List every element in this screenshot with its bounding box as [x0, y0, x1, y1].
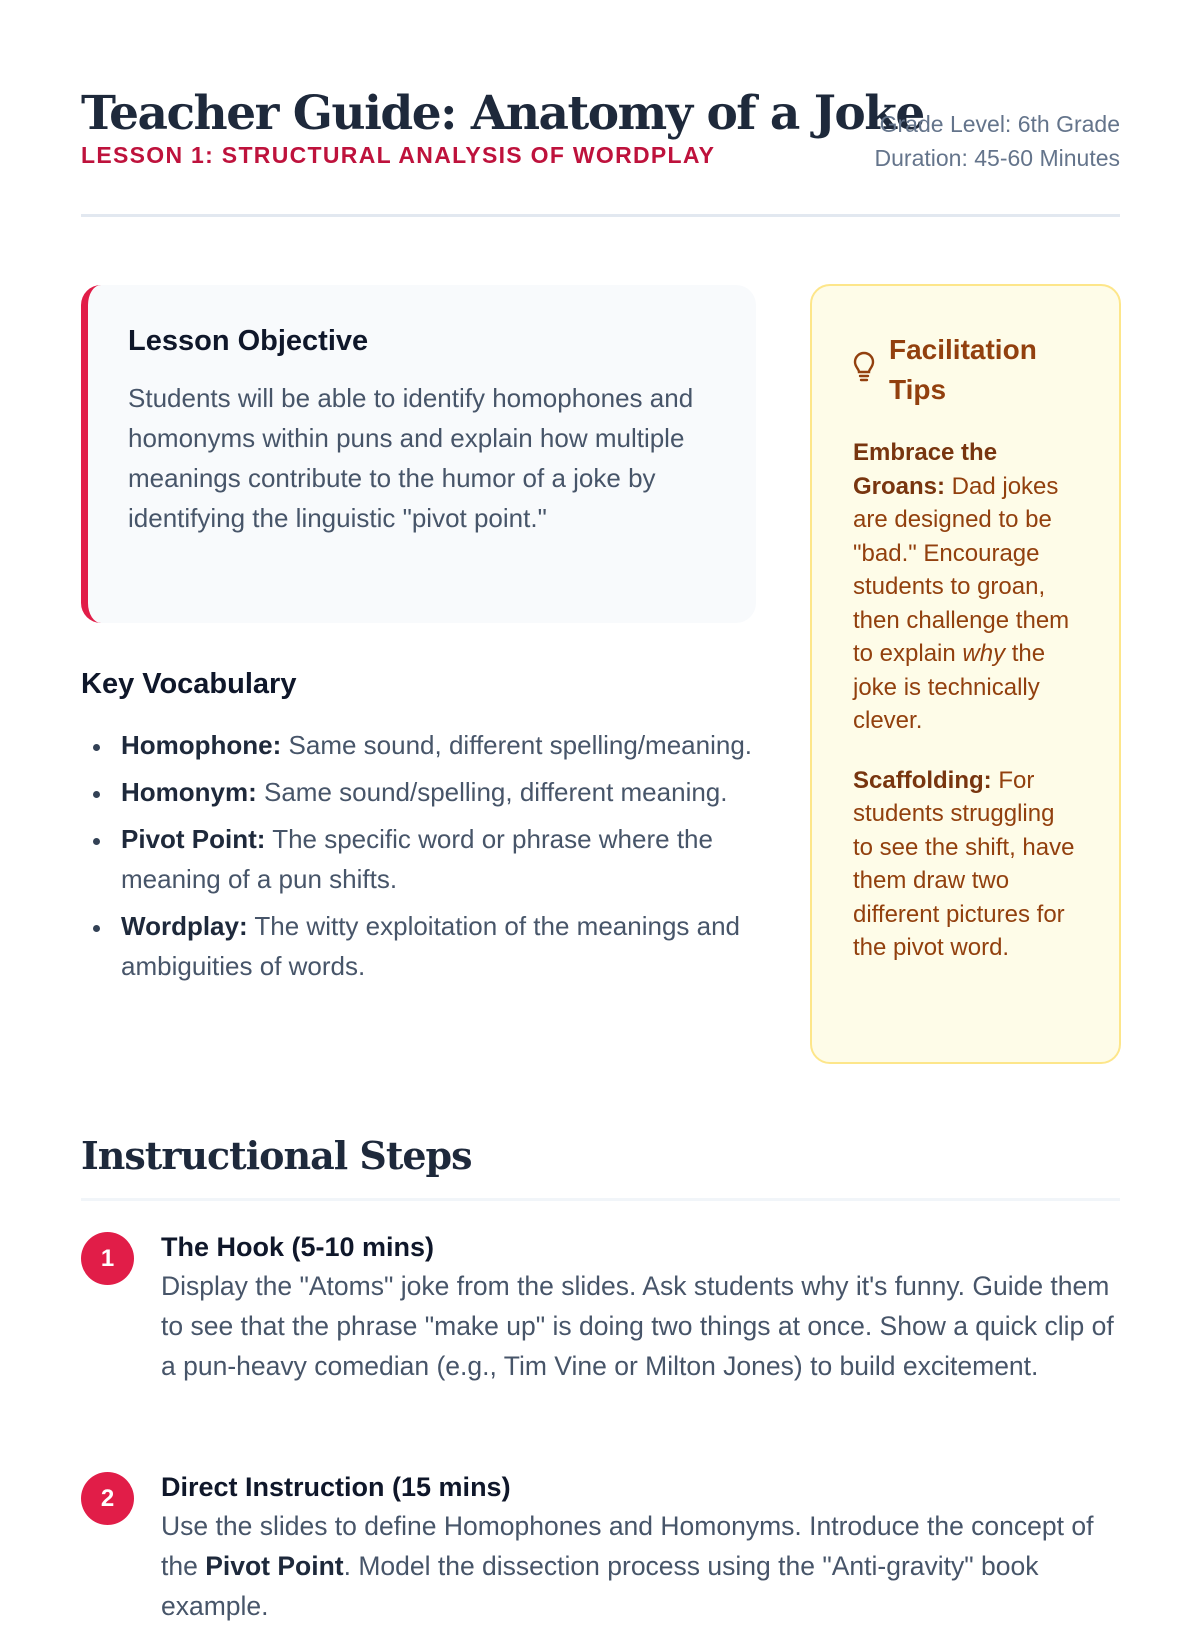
vocab-list [81, 725, 761, 993]
lesson-objective-card [81, 285, 756, 623]
facilitation-tips-card [810, 284, 1121, 1064]
vocab-def: Same sound/spelling, different meaning. [256, 777, 728, 807]
step-text-part: . Model the dissection process using the "Anti-gravity" book example. [161, 1551, 1039, 1621]
vocab-term: Wordplay: [121, 911, 248, 941]
page-header [81, 80, 1120, 217]
step-item [81, 1228, 1121, 1386]
tip-text: For students struggling to see the shift, have them draw two different pictures for the pivot word. [853, 766, 1075, 961]
lightbulb-icon [853, 353, 875, 388]
step-text: Display the "Atoms" joke from the slides. Ask students why it's funny. Guide them to see that the phrase "make up" is doing two things at once. Show a quick clip of a pun-heavy comedian (e.g., Tim Vine or Milton Jones) to build excitement. [161, 1271, 1114, 1381]
list-item [81, 772, 761, 812]
vocab-term: Homonym: [121, 777, 257, 807]
vocab-def: The specific word or phrase where the meaning of a pun shifts. [121, 824, 713, 894]
page-title: Teacher Guide: Anatomy of a Joke [81, 86, 924, 141]
step-text-part: Use the slides to define Homophones and Homonyms. Introduce the concept of the [161, 1511, 1094, 1581]
step-text [161, 1506, 1121, 1626]
step-text-bold: Pivot Point [205, 1551, 344, 1581]
tip-embrace-groans [853, 436, 1079, 738]
tip-term: Embrace the Groans: [853, 439, 998, 500]
list-item [81, 819, 761, 899]
grade-level: Grade Level: 6th Grade [879, 111, 1120, 137]
lesson-meta [875, 107, 1120, 175]
step-title: The Hook (5-10 mins) [161, 1232, 435, 1262]
tip-term: Scaffolding: [853, 766, 992, 794]
step-title: Direct Instruction (15 mins) [161, 1472, 511, 1502]
vocab-def: The witty exploitation of the meanings and ambiguities of words. [121, 911, 741, 981]
tips-heading: Facilitation Tips [889, 334, 1037, 405]
step-number-badge: 1 [81, 1232, 134, 1285]
list-item [81, 725, 761, 765]
step-number-badge: 2 [81, 1472, 134, 1525]
tip-text: the joke is technically clever. [853, 640, 1046, 734]
vocab-def: Same sound, different spelling/meaning. [281, 730, 753, 760]
tip-emphasis: why [962, 640, 1006, 667]
vocab-term: Homophone: [121, 730, 282, 760]
objective-heading: Lesson Objective [128, 325, 369, 357]
tip-scaffolding [853, 764, 1079, 965]
vocab-heading: Key Vocabulary [81, 668, 297, 700]
list-item [81, 906, 761, 986]
duration: Duration: 45-60 Minutes [874, 145, 1120, 171]
objective-text: Students will be able to identify homophones and homonyms within puns and explain how multiple meanings contribute to the humor of a joke by identifying the linguistic "pivot point." [128, 383, 694, 533]
lesson-subtitle: LESSON 1: STRUCTURAL ANALYSIS OF WORDPLAY [81, 142, 716, 168]
vocab-term: Pivot Point: [121, 824, 266, 854]
step-item [81, 1468, 1121, 1626]
steps-heading: Instructional Steps [81, 1133, 1120, 1201]
tip-text: Dad jokes are designed to be "bad." Encourage students to groan, then challenge them to explain [853, 472, 1070, 667]
